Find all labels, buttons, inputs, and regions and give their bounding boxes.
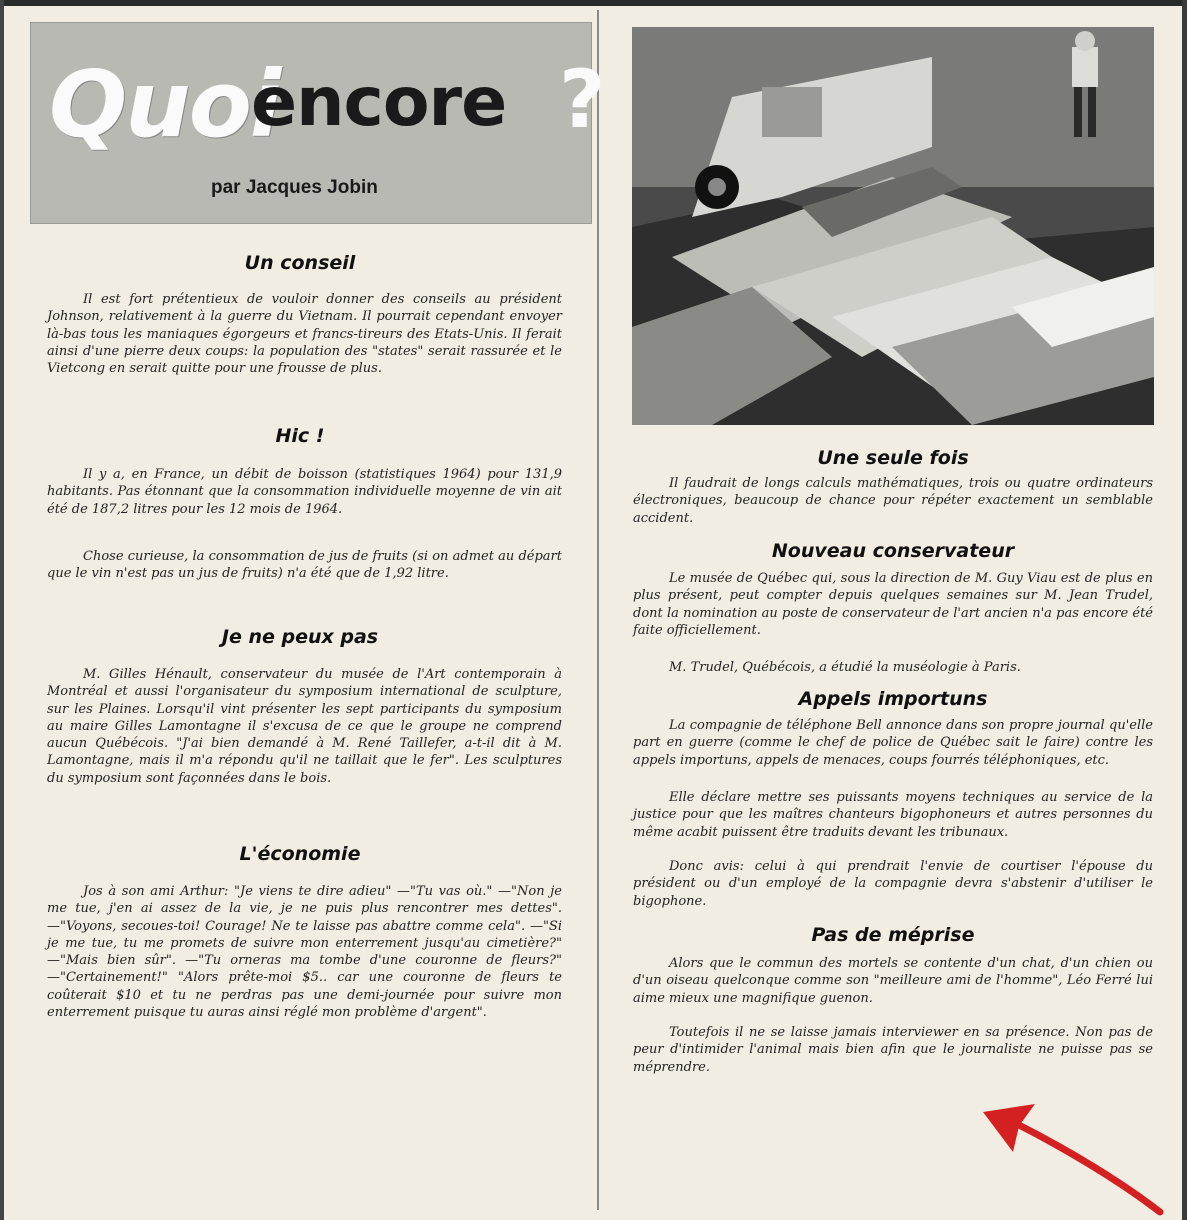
title-word-quoi: Quoi — [49, 51, 280, 158]
heading-un-conseil: Un conseil — [244, 252, 356, 274]
page-border-top — [0, 0, 1187, 6]
page-border-right — [1182, 0, 1187, 1220]
accident-photo — [632, 27, 1154, 425]
heading-nouveau-conservateur: Nouveau conservateur — [771, 540, 1015, 562]
heading-je-ne-peux-pas: Je ne peux pas — [221, 626, 379, 648]
paragraph-nouveau-conservateur-1: Le musée de Québec qui, sous la direction de M. Guy Viau est de plus en plus présent, peut compter depuis quelques semaines sur M. Jean Trudel, dont la nomination au poste de conservateur de l'art ancien n'a pas encore été faite officiellement. — [633, 571, 1153, 638]
byline: par Jacques Jobin — [211, 177, 378, 198]
page-border-left — [0, 0, 4, 1220]
heading-appels-importuns: Appels importuns — [798, 688, 988, 710]
paragraph-un-conseil: Il est fort prétentieux de vouloir donner des conseils au président Johnson, relativement à la guerre du Vietnam. Il pourrait cependant envoyer là-bas tous les maniaques égorgeurs et francs-tireurs des Etats-Unis. Il ferait ainsi d'une pierre deux coups: la population des "states" serait rassurée et le Vietcong en serait quitte pour une frousse de plus. — [47, 292, 562, 377]
paragraph-hic-1: Il y a, en France, un débit de boisson (statistiques 1964) pour 131,9 habitants. Pas étonnant que la consommation individuelle moyenne de vin ait été de 187,2 litres pour les 12 mois de 1964. — [47, 467, 562, 517]
title-question-mark: ? — [559, 53, 606, 146]
heading-pas-de-meprise: Pas de méprise — [811, 924, 975, 946]
paragraph-appels-importuns-2: Elle déclare mettre ses puissants moyens techniques au service de la justice pour que les maîtres chanteurs bigophoneurs et autres personnes du même acabit puissent être traduits devant les tribunaux. — [633, 790, 1153, 840]
paragraph-appels-importuns-1: La compagnie de téléphone Bell annonce dans son propre journal qu'elle part en guerre (comme le chef de police de Québec sait le faire) contre les appels importuns, appels de menaces, coups fourrés téléphoniques, etc. — [633, 718, 1153, 768]
title-banner — [30, 22, 606, 224]
accident-photo-image — [632, 27, 1154, 425]
paragraph-hic-2: Chose curieuse, la consommation de jus de fruits (si on admet au départ que le vin n'est pas un jus de fruits) n'a été que de 1,92 litre. — [47, 549, 562, 582]
paragraph-pas-de-meprise-1: Alors que le commun des mortels se contente d'un chat, d'un chien ou d'un oiseau quelconque comme son "meilleure ami de l'homme", Léo Ferré lui aime mieux une magnifique guenon. — [633, 956, 1153, 1006]
red-arrow-icon — [975, 1090, 1175, 1220]
paragraph-nouveau-conservateur-2: M. Trudel, Québécois, a étudié la muséologie à Paris. — [669, 660, 1021, 675]
heading-une-seule-fois: Une seule fois — [817, 447, 969, 469]
paragraph-je-ne-peux-pas: M. Gilles Hénault, conservateur du musée de l'Art contemporain à Montréal et aussi l'organisateur du symposium international de sculpture, sur les Plaines. Lorsqu'il vint présenter les sept participants du symposium au maire Gilles Lamontagne il s'excusa de ce que le groupe ne comprend aucun Québécois. "J'ai bien demandé à M. René Taillefer, a-t-il dit à M. Lamontagne, mais il m'a répondu qu'il ne taillait que le fer". Les sculptures du symposium sont façonnées dans le bois. — [47, 667, 562, 786]
column-rule — [597, 10, 599, 1210]
paragraph-pas-de-meprise-2: Toutefois il ne se laisse jamais interviewer en sa présence. Non pas de peur d'intimider l'animal mais bien afin que le journaliste ne puisse pas se méprendre. — [633, 1025, 1153, 1075]
title-word-encore: encore — [251, 63, 507, 142]
heading-economie: L'économie — [239, 843, 361, 865]
paragraph-appels-importuns-3: Donc avis: celui à qui prendrait l'envie de courtiser l'épouse du président ou d'un employé de la compagnie devra s'abstenir d'utiliser le bigophone. — [633, 859, 1153, 909]
paragraph-economie: Jos à son ami Arthur: "Je viens te dire adieu" —"Tu vas où." —"Non je me tue, j'en ai assez de la vie, je ne puis plus rencontrer mes dettes". —"Voyons, secoues-toi! Courage! Ne te laisse pas abattre comme cela". —"Si je me tue, tu me promets de suivre mon enterrement jusqu'au cimetière?" —"Mais bien sûr". —"Tu orneras ma tombe d'une couronne de fleurs?" —"Certainement!" "Alors prête-moi $5.. car une couronne de fleurs te coûterait $10 et tu ne perdras pas une demi-journée pour suivre mon enterrement puisque tu auras ainsi réglé mon problème d'argent". — [47, 884, 562, 1021]
heading-hic: Hic ! — [275, 425, 325, 447]
paragraph-une-seule-fois: Il faudrait de longs calculs mathématiques, trois ou quatre ordinateurs électroniques, beaucoup de chance pour répéter exactement un semblable accident. — [633, 476, 1153, 526]
